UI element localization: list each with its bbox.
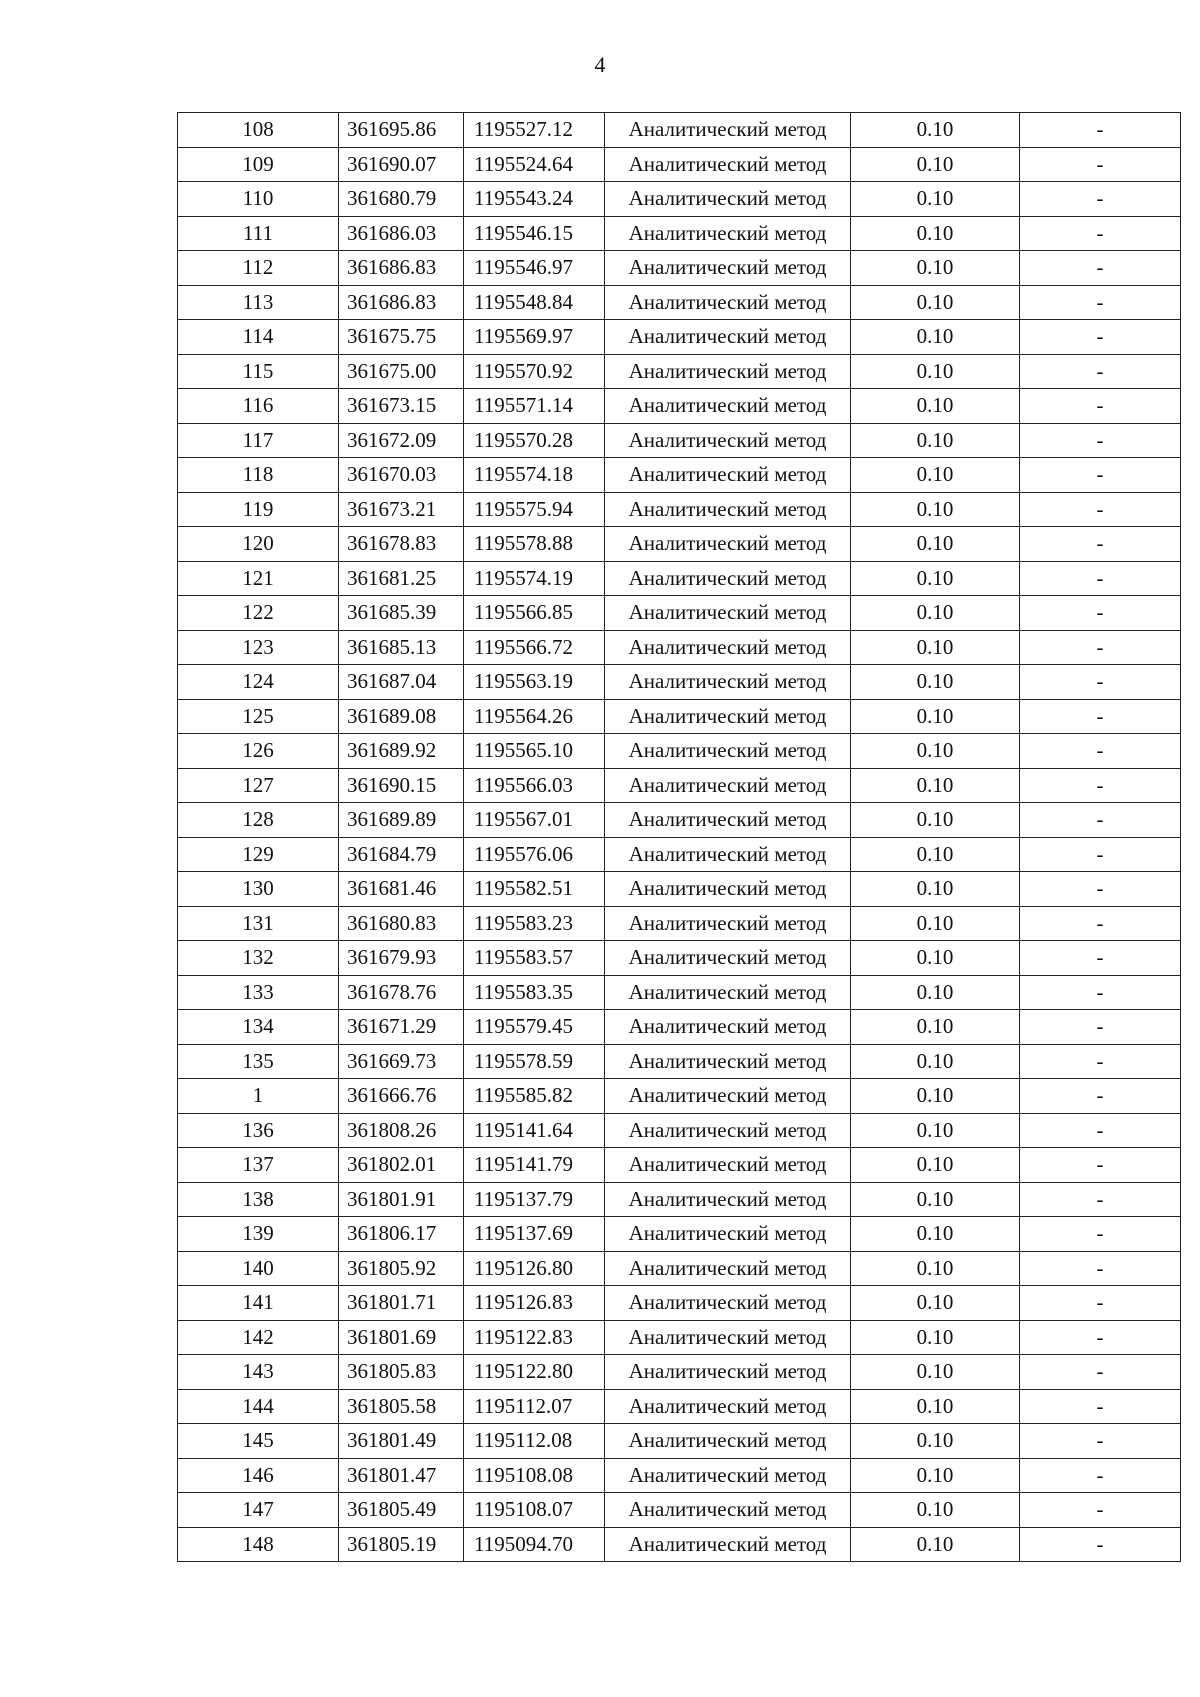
method-cell: Аналитический метод bbox=[605, 1182, 851, 1217]
point-number-cell: 133 bbox=[178, 975, 339, 1010]
description-cell: - bbox=[1020, 492, 1181, 527]
point-number-cell: 132 bbox=[178, 941, 339, 976]
accuracy-cell: 0.10 bbox=[851, 389, 1020, 424]
table-row bbox=[178, 389, 1181, 424]
accuracy-cell: 0.10 bbox=[851, 251, 1020, 286]
description-cell: - bbox=[1020, 423, 1181, 458]
x-coordinate-cell: 361801.71 bbox=[339, 1286, 464, 1321]
x-coordinate-cell: 361678.83 bbox=[339, 527, 464, 562]
description-cell: - bbox=[1020, 182, 1181, 217]
method-cell: Аналитический метод bbox=[605, 1458, 851, 1493]
description-cell: - bbox=[1020, 872, 1181, 907]
accuracy-cell: 0.10 bbox=[851, 803, 1020, 838]
table-row bbox=[178, 1527, 1181, 1562]
description-cell: - bbox=[1020, 1320, 1181, 1355]
point-number-cell: 135 bbox=[178, 1044, 339, 1079]
point-number-cell: 112 bbox=[178, 251, 339, 286]
point-number-cell: 138 bbox=[178, 1182, 339, 1217]
description-cell: - bbox=[1020, 596, 1181, 631]
y-coordinate-cell: 1195570.28 bbox=[464, 423, 605, 458]
accuracy-cell: 0.10 bbox=[851, 872, 1020, 907]
accuracy-cell: 0.10 bbox=[851, 216, 1020, 251]
table-row bbox=[178, 1320, 1181, 1355]
accuracy-cell: 0.10 bbox=[851, 1458, 1020, 1493]
point-number-cell: 131 bbox=[178, 906, 339, 941]
description-cell: - bbox=[1020, 1424, 1181, 1459]
point-number-cell: 1 bbox=[178, 1079, 339, 1114]
method-cell: Аналитический метод bbox=[605, 1286, 851, 1321]
description-cell: - bbox=[1020, 251, 1181, 286]
x-coordinate-cell: 361680.83 bbox=[339, 906, 464, 941]
x-coordinate-cell: 361686.83 bbox=[339, 251, 464, 286]
y-coordinate-cell: 1195566.03 bbox=[464, 768, 605, 803]
accuracy-cell: 0.10 bbox=[851, 734, 1020, 769]
point-number-cell: 127 bbox=[178, 768, 339, 803]
accuracy-cell: 0.10 bbox=[851, 975, 1020, 1010]
description-cell: - bbox=[1020, 975, 1181, 1010]
accuracy-cell: 0.10 bbox=[851, 665, 1020, 700]
description-cell: - bbox=[1020, 1182, 1181, 1217]
method-cell: Аналитический метод bbox=[605, 1389, 851, 1424]
accuracy-cell: 0.10 bbox=[851, 699, 1020, 734]
description-cell: - bbox=[1020, 1217, 1181, 1252]
method-cell: Аналитический метод bbox=[605, 458, 851, 493]
point-number-cell: 129 bbox=[178, 837, 339, 872]
accuracy-cell: 0.10 bbox=[851, 837, 1020, 872]
method-cell: Аналитический метод bbox=[605, 768, 851, 803]
point-number-cell: 147 bbox=[178, 1493, 339, 1528]
table-row bbox=[178, 768, 1181, 803]
x-coordinate-cell: 361805.19 bbox=[339, 1527, 464, 1562]
y-coordinate-cell: 1195546.15 bbox=[464, 216, 605, 251]
table-row bbox=[178, 182, 1181, 217]
method-cell: Аналитический метод bbox=[605, 734, 851, 769]
table-row bbox=[178, 975, 1181, 1010]
description-cell: - bbox=[1020, 389, 1181, 424]
accuracy-cell: 0.10 bbox=[851, 492, 1020, 527]
point-number-cell: 120 bbox=[178, 527, 339, 562]
x-coordinate-cell: 361680.79 bbox=[339, 182, 464, 217]
x-coordinate-cell: 361689.92 bbox=[339, 734, 464, 769]
y-coordinate-cell: 1195566.72 bbox=[464, 630, 605, 665]
x-coordinate-cell: 361681.46 bbox=[339, 872, 464, 907]
y-coordinate-cell: 1195582.51 bbox=[464, 872, 605, 907]
description-cell: - bbox=[1020, 527, 1181, 562]
y-coordinate-cell: 1195094.70 bbox=[464, 1527, 605, 1562]
accuracy-cell: 0.10 bbox=[851, 1493, 1020, 1528]
x-coordinate-cell: 361675.75 bbox=[339, 320, 464, 355]
x-coordinate-cell: 361690.15 bbox=[339, 768, 464, 803]
description-cell: - bbox=[1020, 1044, 1181, 1079]
method-cell: Аналитический метод bbox=[605, 251, 851, 286]
table-row bbox=[178, 1389, 1181, 1424]
table-row bbox=[178, 113, 1181, 148]
y-coordinate-cell: 1195548.84 bbox=[464, 285, 605, 320]
y-coordinate-cell: 1195137.69 bbox=[464, 1217, 605, 1252]
accuracy-cell: 0.10 bbox=[851, 1010, 1020, 1045]
method-cell: Аналитический метод bbox=[605, 423, 851, 458]
accuracy-cell: 0.10 bbox=[851, 630, 1020, 665]
point-number-cell: 148 bbox=[178, 1527, 339, 1562]
y-coordinate-cell: 1195583.35 bbox=[464, 975, 605, 1010]
description-cell: - bbox=[1020, 906, 1181, 941]
table-row bbox=[178, 872, 1181, 907]
y-coordinate-cell: 1195565.10 bbox=[464, 734, 605, 769]
point-number-cell: 134 bbox=[178, 1010, 339, 1045]
description-cell: - bbox=[1020, 734, 1181, 769]
description-cell: - bbox=[1020, 768, 1181, 803]
point-number-cell: 121 bbox=[178, 561, 339, 596]
table-row bbox=[178, 1251, 1181, 1286]
x-coordinate-cell: 361673.15 bbox=[339, 389, 464, 424]
table-row bbox=[178, 354, 1181, 389]
description-cell: - bbox=[1020, 113, 1181, 148]
point-number-cell: 144 bbox=[178, 1389, 339, 1424]
method-cell: Аналитический метод bbox=[605, 216, 851, 251]
x-coordinate-cell: 361801.49 bbox=[339, 1424, 464, 1459]
point-number-cell: 130 bbox=[178, 872, 339, 907]
accuracy-cell: 0.10 bbox=[851, 1217, 1020, 1252]
point-number-cell: 140 bbox=[178, 1251, 339, 1286]
method-cell: Аналитический метод bbox=[605, 1251, 851, 1286]
page-number: 4 bbox=[594, 52, 606, 77]
point-number-cell: 110 bbox=[178, 182, 339, 217]
point-number-cell: 117 bbox=[178, 423, 339, 458]
accuracy-cell: 0.10 bbox=[851, 1389, 1020, 1424]
method-cell: Аналитический метод bbox=[605, 389, 851, 424]
x-coordinate-cell: 361675.00 bbox=[339, 354, 464, 389]
accuracy-cell: 0.10 bbox=[851, 1424, 1020, 1459]
x-coordinate-cell: 361685.13 bbox=[339, 630, 464, 665]
method-cell: Аналитический метод bbox=[605, 354, 851, 389]
table-row bbox=[178, 803, 1181, 838]
table-row bbox=[178, 1044, 1181, 1079]
x-coordinate-cell: 361666.76 bbox=[339, 1079, 464, 1114]
y-coordinate-cell: 1195122.83 bbox=[464, 1320, 605, 1355]
table-row bbox=[178, 630, 1181, 665]
table-row bbox=[178, 216, 1181, 251]
y-coordinate-cell: 1195546.97 bbox=[464, 251, 605, 286]
description-cell: - bbox=[1020, 458, 1181, 493]
method-cell: Аналитический метод bbox=[605, 1424, 851, 1459]
y-coordinate-cell: 1195524.64 bbox=[464, 147, 605, 182]
table-row bbox=[178, 1217, 1181, 1252]
y-coordinate-cell: 1195570.92 bbox=[464, 354, 605, 389]
point-number-cell: 115 bbox=[178, 354, 339, 389]
method-cell: Аналитический метод bbox=[605, 320, 851, 355]
accuracy-cell: 0.10 bbox=[851, 1148, 1020, 1183]
table-row bbox=[178, 527, 1181, 562]
y-coordinate-cell: 1195141.79 bbox=[464, 1148, 605, 1183]
accuracy-cell: 0.10 bbox=[851, 147, 1020, 182]
table-row bbox=[178, 147, 1181, 182]
method-cell: Аналитический метод bbox=[605, 1113, 851, 1148]
description-cell: - bbox=[1020, 1493, 1181, 1528]
method-cell: Аналитический метод bbox=[605, 1355, 851, 1390]
point-number-cell: 145 bbox=[178, 1424, 339, 1459]
description-cell: - bbox=[1020, 285, 1181, 320]
y-coordinate-cell: 1195567.01 bbox=[464, 803, 605, 838]
x-coordinate-cell: 361689.89 bbox=[339, 803, 464, 838]
point-number-cell: 146 bbox=[178, 1458, 339, 1493]
description-cell: - bbox=[1020, 1389, 1181, 1424]
description-cell: - bbox=[1020, 354, 1181, 389]
method-cell: Аналитический метод bbox=[605, 113, 851, 148]
y-coordinate-cell: 1195527.12 bbox=[464, 113, 605, 148]
y-coordinate-cell: 1195579.45 bbox=[464, 1010, 605, 1045]
accuracy-cell: 0.10 bbox=[851, 113, 1020, 148]
x-coordinate-cell: 361801.69 bbox=[339, 1320, 464, 1355]
accuracy-cell: 0.10 bbox=[851, 1044, 1020, 1079]
point-number-cell: 118 bbox=[178, 458, 339, 493]
method-cell: Аналитический метод bbox=[605, 665, 851, 700]
method-cell: Аналитический метод bbox=[605, 975, 851, 1010]
y-coordinate-cell: 1195141.64 bbox=[464, 1113, 605, 1148]
point-number-cell: 142 bbox=[178, 1320, 339, 1355]
table-row bbox=[178, 423, 1181, 458]
point-number-cell: 125 bbox=[178, 699, 339, 734]
table-row bbox=[178, 1355, 1181, 1390]
table-row bbox=[178, 1182, 1181, 1217]
accuracy-cell: 0.10 bbox=[851, 1320, 1020, 1355]
x-coordinate-cell: 361690.07 bbox=[339, 147, 464, 182]
description-cell: - bbox=[1020, 147, 1181, 182]
point-number-cell: 119 bbox=[178, 492, 339, 527]
x-coordinate-cell: 361686.83 bbox=[339, 285, 464, 320]
accuracy-cell: 0.10 bbox=[851, 423, 1020, 458]
coordinates-table bbox=[177, 112, 1181, 1562]
x-coordinate-cell: 361687.04 bbox=[339, 665, 464, 700]
x-coordinate-cell: 361678.76 bbox=[339, 975, 464, 1010]
table-row bbox=[178, 1010, 1181, 1045]
description-cell: - bbox=[1020, 561, 1181, 596]
x-coordinate-cell: 361685.39 bbox=[339, 596, 464, 631]
y-coordinate-cell: 1195576.06 bbox=[464, 837, 605, 872]
x-coordinate-cell: 361684.79 bbox=[339, 837, 464, 872]
x-coordinate-cell: 361673.21 bbox=[339, 492, 464, 527]
accuracy-cell: 0.10 bbox=[851, 1527, 1020, 1562]
method-cell: Аналитический метод bbox=[605, 1044, 851, 1079]
y-coordinate-cell: 1195563.19 bbox=[464, 665, 605, 700]
method-cell: Аналитический метод bbox=[605, 837, 851, 872]
x-coordinate-cell: 361806.17 bbox=[339, 1217, 464, 1252]
description-cell: - bbox=[1020, 1286, 1181, 1321]
method-cell: Аналитический метод bbox=[605, 1493, 851, 1528]
method-cell: Аналитический метод bbox=[605, 630, 851, 665]
x-coordinate-cell: 361802.01 bbox=[339, 1148, 464, 1183]
y-coordinate-cell: 1195564.26 bbox=[464, 699, 605, 734]
method-cell: Аналитический метод bbox=[605, 492, 851, 527]
accuracy-cell: 0.10 bbox=[851, 906, 1020, 941]
table-row bbox=[178, 1458, 1181, 1493]
y-coordinate-cell: 1195112.07 bbox=[464, 1389, 605, 1424]
description-cell: - bbox=[1020, 803, 1181, 838]
description-cell: - bbox=[1020, 699, 1181, 734]
method-cell: Аналитический метод bbox=[605, 941, 851, 976]
description-cell: - bbox=[1020, 1355, 1181, 1390]
method-cell: Аналитический метод bbox=[605, 147, 851, 182]
method-cell: Аналитический метод bbox=[605, 803, 851, 838]
method-cell: Аналитический метод bbox=[605, 872, 851, 907]
method-cell: Аналитический метод bbox=[605, 1217, 851, 1252]
table-row bbox=[178, 285, 1181, 320]
description-cell: - bbox=[1020, 1527, 1181, 1562]
y-coordinate-cell: 1195575.94 bbox=[464, 492, 605, 527]
x-coordinate-cell: 361669.73 bbox=[339, 1044, 464, 1079]
table-row bbox=[178, 561, 1181, 596]
y-coordinate-cell: 1195566.85 bbox=[464, 596, 605, 631]
y-coordinate-cell: 1195126.80 bbox=[464, 1251, 605, 1286]
y-coordinate-cell: 1195137.79 bbox=[464, 1182, 605, 1217]
point-number-cell: 123 bbox=[178, 630, 339, 665]
accuracy-cell: 0.10 bbox=[851, 354, 1020, 389]
y-coordinate-cell: 1195108.07 bbox=[464, 1493, 605, 1528]
point-number-cell: 113 bbox=[178, 285, 339, 320]
table-row bbox=[178, 1493, 1181, 1528]
table-row bbox=[178, 320, 1181, 355]
accuracy-cell: 0.10 bbox=[851, 561, 1020, 596]
x-coordinate-cell: 361801.47 bbox=[339, 1458, 464, 1493]
point-number-cell: 124 bbox=[178, 665, 339, 700]
table-row bbox=[178, 458, 1181, 493]
y-coordinate-cell: 1195574.19 bbox=[464, 561, 605, 596]
accuracy-cell: 0.10 bbox=[851, 596, 1020, 631]
description-cell: - bbox=[1020, 837, 1181, 872]
point-number-cell: 139 bbox=[178, 1217, 339, 1252]
table-row bbox=[178, 251, 1181, 286]
accuracy-cell: 0.10 bbox=[851, 320, 1020, 355]
x-coordinate-cell: 361805.49 bbox=[339, 1493, 464, 1528]
y-coordinate-cell: 1195578.59 bbox=[464, 1044, 605, 1079]
accuracy-cell: 0.10 bbox=[851, 285, 1020, 320]
table-row bbox=[178, 1148, 1181, 1183]
table-row bbox=[178, 1113, 1181, 1148]
point-number-cell: 114 bbox=[178, 320, 339, 355]
table-row bbox=[178, 1079, 1181, 1114]
description-cell: - bbox=[1020, 320, 1181, 355]
method-cell: Аналитический метод bbox=[605, 906, 851, 941]
x-coordinate-cell: 361686.03 bbox=[339, 216, 464, 251]
x-coordinate-cell: 361805.92 bbox=[339, 1251, 464, 1286]
y-coordinate-cell: 1195543.24 bbox=[464, 182, 605, 217]
y-coordinate-cell: 1195569.97 bbox=[464, 320, 605, 355]
accuracy-cell: 0.10 bbox=[851, 768, 1020, 803]
description-cell: - bbox=[1020, 216, 1181, 251]
point-number-cell: 143 bbox=[178, 1355, 339, 1390]
accuracy-cell: 0.10 bbox=[851, 941, 1020, 976]
method-cell: Аналитический метод bbox=[605, 596, 851, 631]
description-cell: - bbox=[1020, 941, 1181, 976]
accuracy-cell: 0.10 bbox=[851, 1286, 1020, 1321]
x-coordinate-cell: 361801.91 bbox=[339, 1182, 464, 1217]
x-coordinate-cell: 361681.25 bbox=[339, 561, 464, 596]
table-row bbox=[178, 941, 1181, 976]
method-cell: Аналитический метод bbox=[605, 1320, 851, 1355]
table-row bbox=[178, 665, 1181, 700]
description-cell: - bbox=[1020, 1148, 1181, 1183]
y-coordinate-cell: 1195571.14 bbox=[464, 389, 605, 424]
accuracy-cell: 0.10 bbox=[851, 1113, 1020, 1148]
point-number-cell: 116 bbox=[178, 389, 339, 424]
x-coordinate-cell: 361671.29 bbox=[339, 1010, 464, 1045]
x-coordinate-cell: 361679.93 bbox=[339, 941, 464, 976]
description-cell: - bbox=[1020, 665, 1181, 700]
x-coordinate-cell: 361670.03 bbox=[339, 458, 464, 493]
table-row bbox=[178, 699, 1181, 734]
method-cell: Аналитический метод bbox=[605, 1148, 851, 1183]
method-cell: Аналитический метод bbox=[605, 285, 851, 320]
table-row bbox=[178, 837, 1181, 872]
accuracy-cell: 0.10 bbox=[851, 182, 1020, 217]
y-coordinate-cell: 1195583.57 bbox=[464, 941, 605, 976]
point-number-cell: 122 bbox=[178, 596, 339, 631]
y-coordinate-cell: 1195126.83 bbox=[464, 1286, 605, 1321]
y-coordinate-cell: 1195108.08 bbox=[464, 1458, 605, 1493]
x-coordinate-cell: 361808.26 bbox=[339, 1113, 464, 1148]
accuracy-cell: 0.10 bbox=[851, 1355, 1020, 1390]
x-coordinate-cell: 361805.58 bbox=[339, 1389, 464, 1424]
point-number-cell: 126 bbox=[178, 734, 339, 769]
x-coordinate-cell: 361805.83 bbox=[339, 1355, 464, 1390]
table-row bbox=[178, 1424, 1181, 1459]
x-coordinate-cell: 361672.09 bbox=[339, 423, 464, 458]
y-coordinate-cell: 1195122.80 bbox=[464, 1355, 605, 1390]
method-cell: Аналитический метод bbox=[605, 699, 851, 734]
accuracy-cell: 0.10 bbox=[851, 1182, 1020, 1217]
x-coordinate-cell: 361689.08 bbox=[339, 699, 464, 734]
table-row bbox=[178, 734, 1181, 769]
description-cell: - bbox=[1020, 1251, 1181, 1286]
x-coordinate-cell: 361695.86 bbox=[339, 113, 464, 148]
description-cell: - bbox=[1020, 630, 1181, 665]
method-cell: Аналитический метод bbox=[605, 527, 851, 562]
accuracy-cell: 0.10 bbox=[851, 527, 1020, 562]
point-number-cell: 141 bbox=[178, 1286, 339, 1321]
y-coordinate-cell: 1195583.23 bbox=[464, 906, 605, 941]
y-coordinate-cell: 1195112.08 bbox=[464, 1424, 605, 1459]
y-coordinate-cell: 1195585.82 bbox=[464, 1079, 605, 1114]
table-row bbox=[178, 1286, 1181, 1321]
accuracy-cell: 0.10 bbox=[851, 1251, 1020, 1286]
table-row bbox=[178, 492, 1181, 527]
method-cell: Аналитический метод bbox=[605, 182, 851, 217]
table-row bbox=[178, 906, 1181, 941]
point-number-cell: 136 bbox=[178, 1113, 339, 1148]
description-cell: - bbox=[1020, 1079, 1181, 1114]
description-cell: - bbox=[1020, 1458, 1181, 1493]
y-coordinate-cell: 1195574.18 bbox=[464, 458, 605, 493]
method-cell: Аналитический метод bbox=[605, 1079, 851, 1114]
point-number-cell: 109 bbox=[178, 147, 339, 182]
method-cell: Аналитический метод bbox=[605, 1527, 851, 1562]
accuracy-cell: 0.10 bbox=[851, 1079, 1020, 1114]
method-cell: Аналитический метод bbox=[605, 1010, 851, 1045]
accuracy-cell: 0.10 bbox=[851, 458, 1020, 493]
point-number-cell: 137 bbox=[178, 1148, 339, 1183]
point-number-cell: 111 bbox=[178, 216, 339, 251]
description-cell: - bbox=[1020, 1113, 1181, 1148]
description-cell: - bbox=[1020, 1010, 1181, 1045]
point-number-cell: 128 bbox=[178, 803, 339, 838]
y-coordinate-cell: 1195578.88 bbox=[464, 527, 605, 562]
coordinates-table-body bbox=[178, 113, 1181, 1562]
table-row bbox=[178, 596, 1181, 631]
point-number-cell: 108 bbox=[178, 113, 339, 148]
method-cell: Аналитический метод bbox=[605, 561, 851, 596]
